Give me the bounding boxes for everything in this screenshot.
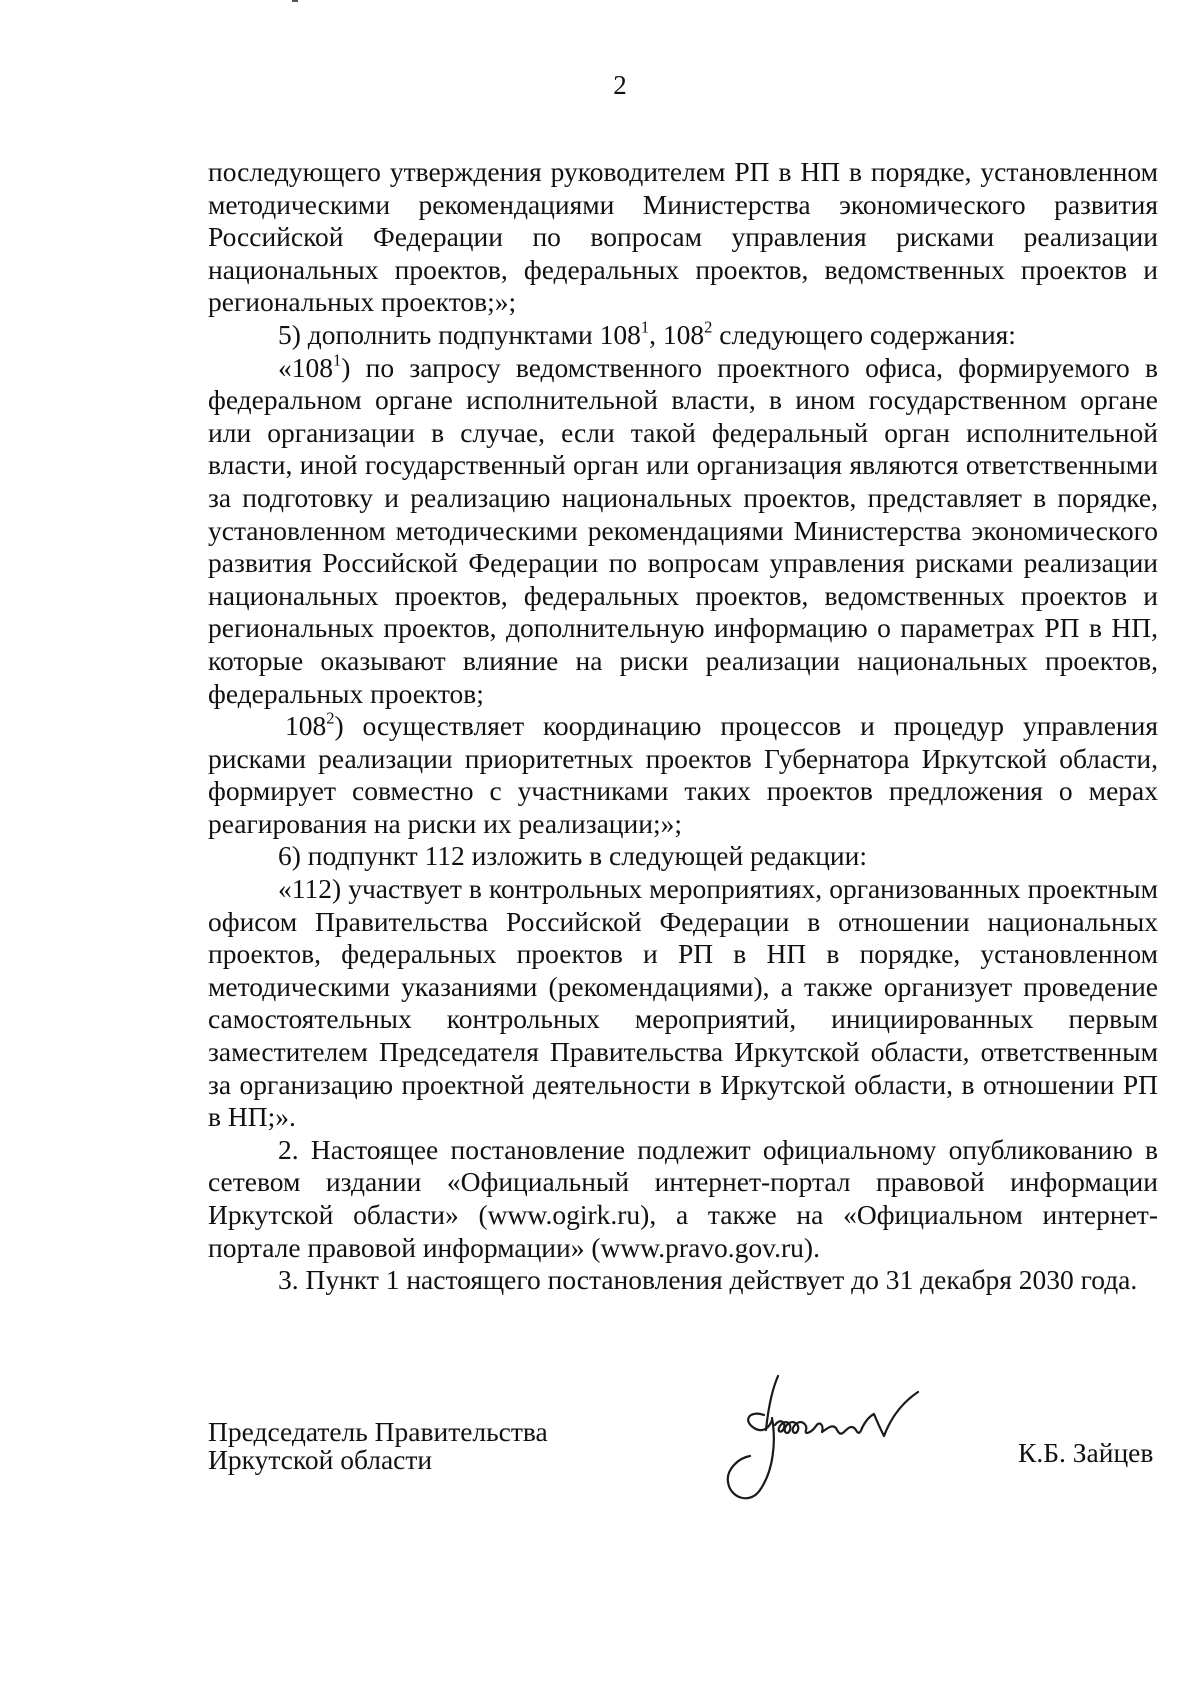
paragraph-point-2: 2. Настоящее постановление подлежит официальному опубликованию в сетевом издании «Официальный интернет-портал правовой информации Иркутской области» (www.ogirk.ru), а также на «Официальном интернет-портале правовой информации» (www.pravo.gov.ru).	[208, 1133, 1158, 1263]
document-body	[208, 156, 1158, 1297]
paragraph-continuation: последующего утверждения руководителем РП в НП в порядке, установленном методическими рекомендациями Министерства экономического развития Российской Федерации по вопросам управления рисками реализации национальных проектов, федеральных проектов, ведомственных проектов и региональных проектов;»;	[208, 156, 1158, 318]
superscript: 2	[326, 708, 335, 728]
text-run: следующего содержания:	[712, 318, 1016, 350]
text-run: ) осуществляет координацию процессов и процедур управления рисками реализации приоритетных проектов Губернатора Иркутской области, формирует совместно с участниками таких проектов предложения о мерах реагирования на риски их реализации;»;	[208, 710, 1158, 839]
text-run: «108	[278, 351, 333, 383]
signer-name: К.Б. Зайцев	[1018, 1437, 1154, 1468]
paragraph-point-3: 3. Пункт 1 настоящего постановления действует до 31 декабря 2030 года.	[278, 1264, 1138, 1296]
paragraph-108-2	[208, 710, 1158, 840]
paragraph-item-5	[208, 319, 1158, 352]
paragraph-112: «112) участвует в контрольных мероприятиях, организованных проектным офисом Правительства Российской Федерации в отношении национальных проектов, федеральных проектов и РП в НП в порядке, установленном методическими указаниями (рекомендациями), а также организует проведение самостоятельных контрольных мероприятий, инициированных первым заместителем Председателя Правительства Иркутской области, ответственным за организацию проектной деятельности в Иркутской области, в отношении РП в НП;».	[208, 873, 1158, 1133]
superscript: 1	[333, 350, 342, 370]
text-run: , 108	[649, 318, 705, 350]
superscript: 2	[704, 317, 713, 337]
text-run: ) по запросу ведомственного проектного офиса, формируемого в федеральном органе исполнительной власти, в ином государственном органе или организации в случае, если такой федеральный орган исполнительной власти, иной государственный орган или организация являются ответственными за подготовку и реализацию национальных проектов, представляет в порядке, установленном методическими рекомендациями Министерства экономического развития Российской Федерации по вопросам управления рисками реализации национальных проектов, федеральных проектов, ведомственных проектов и региональных проектов, дополнительную информацию о параметрах РП в НП, которые оказывают влияние на риски реализации национальных проектов, федеральных проектов;	[208, 351, 1158, 709]
scan-mark	[292, 0, 298, 2]
signatory-position	[208, 1418, 548, 1474]
page-number: 2	[613, 70, 627, 100]
paragraph-108-1	[208, 352, 1158, 711]
superscript: 1	[640, 317, 650, 337]
handwritten-signature	[720, 1370, 1000, 1520]
paragraph-item-6: 6) подпункт 112 изложить в следующей редакции:	[278, 840, 867, 872]
position-line-1: Председатель Правительства	[208, 1416, 548, 1447]
position-line-2: Иркутской области	[208, 1444, 433, 1475]
text-run: 108	[285, 710, 327, 742]
text-run: 5) дополнить подпунктами 108	[278, 318, 641, 350]
